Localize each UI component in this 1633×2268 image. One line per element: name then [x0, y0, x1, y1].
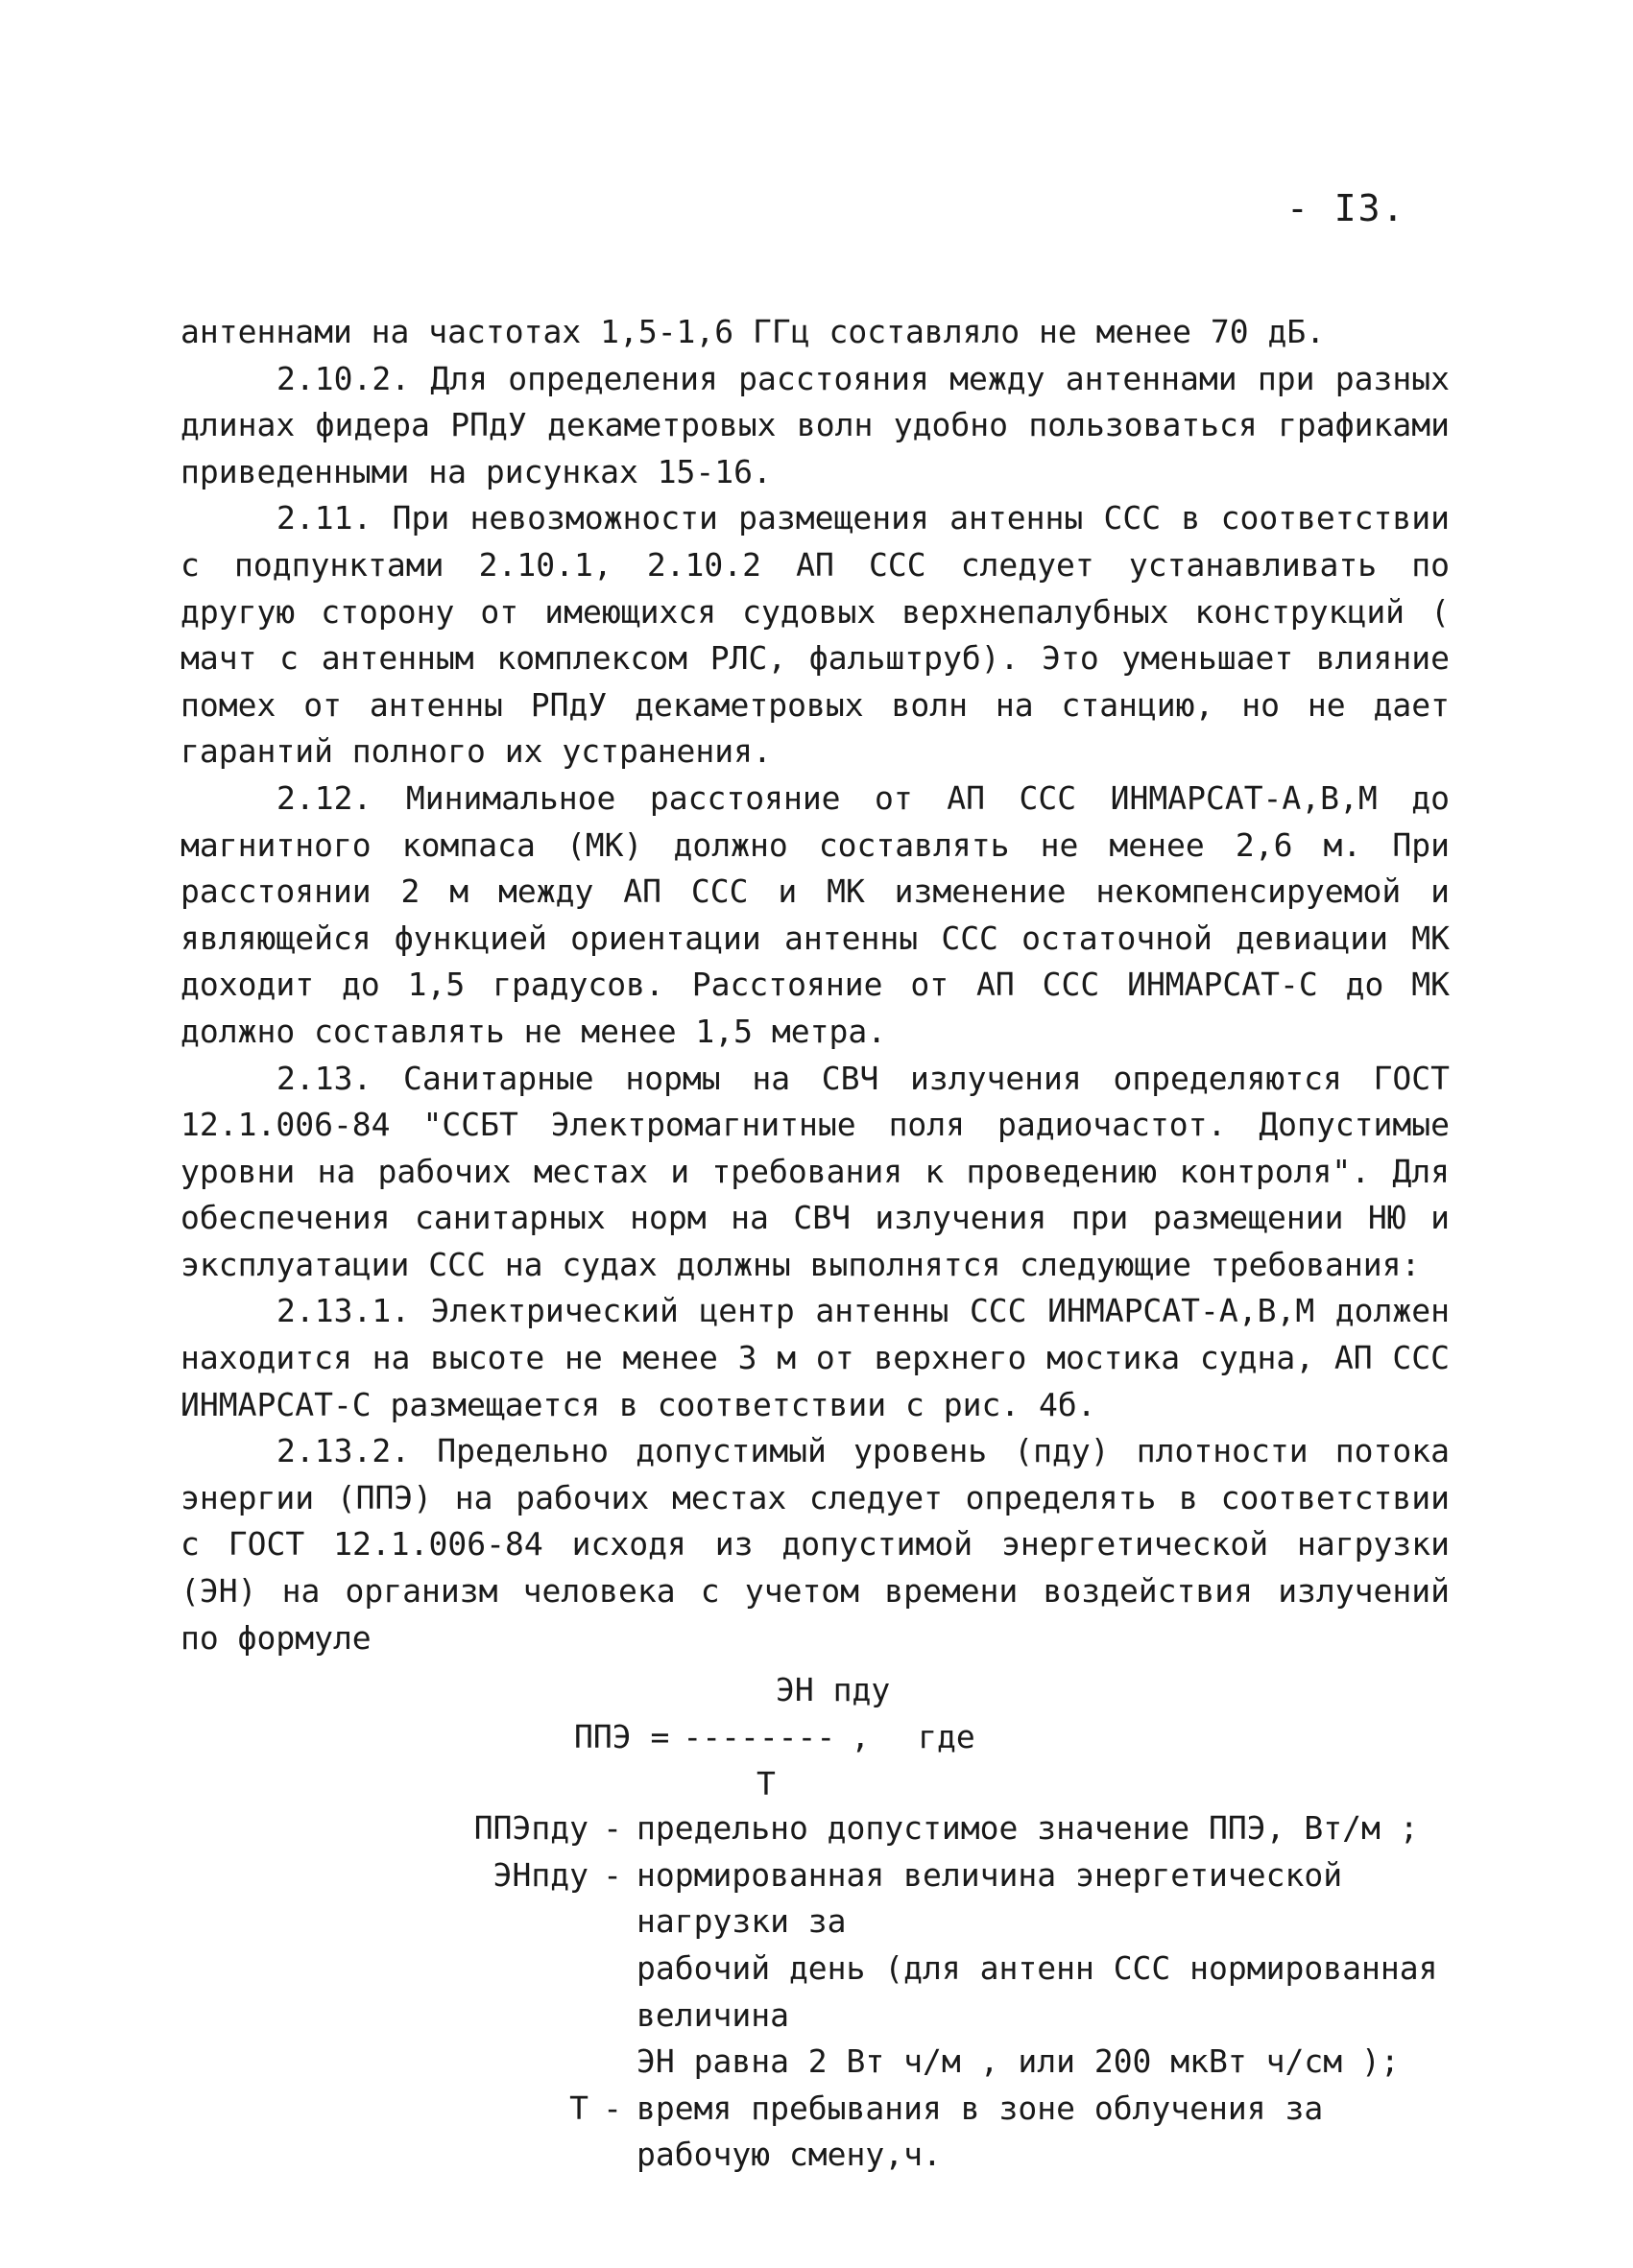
paragraph-2-13-1: 2.13.1. Электрический центр антенны ССС ИНМАРСАТ-А,В,М должен находится на высоте не менее 3 м от верхнего мостика судна, АП ССС ИНМАРСАТ-С размещается в соответствии с рис. 4б.	[180, 1292, 1450, 1423]
definition-item	[180, 1852, 1450, 2086]
definition-description	[636, 2086, 1450, 2179]
definition-line: ЭН равна 2 Вт ч/м , или 200 мкВт ч/см );	[636, 2042, 1400, 2081]
formula	[180, 1661, 1450, 1805]
definition-item	[180, 1805, 1450, 1852]
paragraph-continuation: антеннами на частотах 1,5-1,6 ГГц составляло не менее 70 дБ.	[180, 313, 1326, 350]
paragraph-2-11: 2.11. При невозможности размещения антенны ССС в соответствии с подпунктами 2.10.1, 2.10.2 АП ССС следует устанавливать по другую сторону от имеющихся судовых верхнепалубных конструкций ( мачт с антенным комплексом РЛС, фальштруб). Это уменьшает влияние помех от антенны РПдУ декаметровых волн на станцию, но не дает гарантий полного их устранения.	[180, 499, 1450, 771]
definition-description	[636, 1852, 1450, 2086]
paragraph-2-13: 2.13. Санитарные нормы на СВЧ излучения определяются ГОСТ 12.1.006-84 "ССБТ Электромагнитные поля радиочастот. Допустимые уровни на рабочих местах и требования к проведению контроля". Для обеспечения санитарных норм на СВЧ излучения при размещении НЮ и эксплуатации ССС на судах должны выполнятся следующие требования:	[180, 1059, 1450, 1283]
definition-term: ППЭпду	[473, 1809, 588, 1848]
formula-denominator: Т	[756, 1765, 776, 1803]
formula-comma: ,	[851, 1718, 871, 1756]
definitions-list	[180, 1805, 1450, 2179]
formula-fraction-bar: --------	[683, 1718, 836, 1756]
definition-description	[636, 1805, 1450, 1852]
formula-where: где	[918, 1718, 975, 1756]
definition-line: рабочий день (для антенн ССС нормированная величина	[636, 1949, 1438, 2034]
document-body	[180, 309, 1450, 2179]
formula-numerator: ЭН пду	[776, 1671, 891, 1709]
formula-lhs: ППЭ =	[574, 1718, 670, 1756]
paragraph-2-12: 2.12. Минимальное расстояние от АП ССС ИНМАРСАТ-А,В,М до магнитного компаса (МК) должно составлять не менее 2,6 м. При расстоянии 2 м между АП ССС и МК изменение некомпенсируемой и являющейся функцией ориентации антенны ССС остаточной девиации МК доходит до 1,5 градусов. Расстояние от АП ССС ИНМАРСАТ-С до МК должно составлять не менее 1,5 метра.	[180, 778, 1450, 1050]
definition-separator: -	[603, 1855, 622, 1894]
definition-term: ЭНпду	[492, 1855, 588, 1894]
definition-line: время пребывания в зоне облучения за рабочую смену,ч.	[636, 2089, 1324, 2174]
definition-item	[180, 2086, 1450, 2179]
paragraph-2-13-2: 2.13.2. Предельно допустимый уровень (пду) плотности потока энергии (ППЭ) на рабочих местах следует определять в соответствии с ГОСТ 12.1.006-84 исходя из допустимой энергетической нагрузки (ЭН) на организм человека с учетом времени воздействия излучений по формуле	[180, 1432, 1450, 1657]
definition-term: Т	[569, 2089, 588, 2127]
definition-line: нормированная величина энергетической нагрузки за	[636, 1855, 1343, 1941]
definition-separator: -	[603, 2089, 622, 2127]
formula-main-line	[574, 1714, 975, 1761]
definition-separator: -	[603, 1809, 622, 1848]
paragraph-2-10-2: 2.10.2. Для определения расстояния между антеннами при разных длинах фидера РПдУ декаметровых волн удобно пользоваться графиками приведенными на рисунках 15-16.	[180, 359, 1450, 490]
page-number: - I3.	[1286, 187, 1406, 229]
definition-line: предельно допустимое значение ППЭ, Вт/м ;	[636, 1809, 1419, 1848]
